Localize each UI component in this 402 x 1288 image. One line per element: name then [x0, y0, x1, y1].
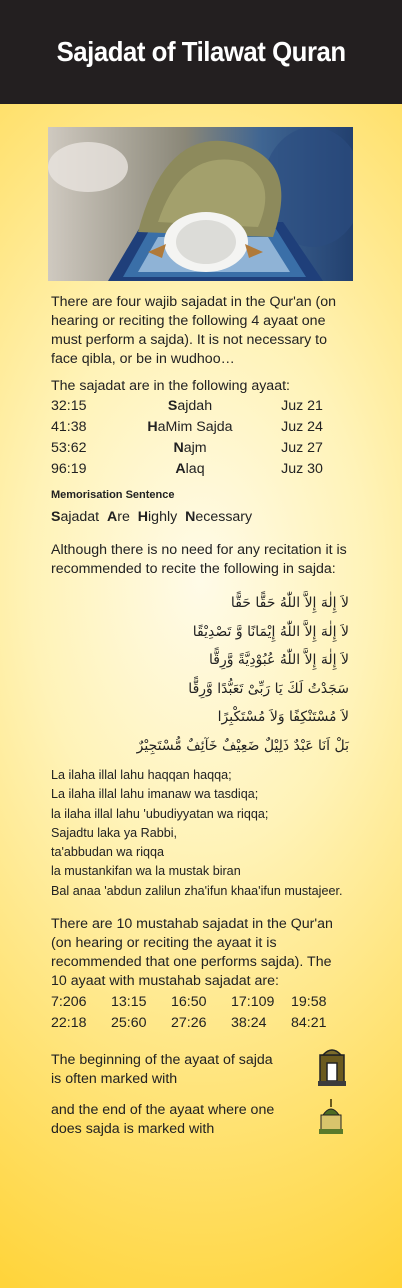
arabic-line: سَجَدْتُ لَكَ يَا رَبِّىْ تَعَبُّدًا وَّرِقًّا: [188, 680, 349, 697]
ayaat-heading: The sajadat are in the following ayaat:: [51, 378, 290, 394]
prostration-illustration: [48, 127, 353, 281]
ayah-ref: 16:50: [171, 994, 207, 1011]
ayah-ref: 17:109: [231, 994, 275, 1011]
transliteration: [51, 766, 351, 901]
ayah-ref: 84:21: [291, 1015, 327, 1032]
translit-line: Sajadtu laka ya Rabbi,: [51, 825, 178, 840]
surah-name: Alaq: [175, 461, 205, 477]
arabic-line: لاَ مُسْتَنْكِفًا وَلاَ مُسْتَكْبِرًا: [217, 709, 349, 725]
table-row: [51, 1014, 351, 1033]
translit-line: la mustankifan wa la mustak biran: [51, 864, 241, 879]
arabic-line: لاَ إِلٰهَ إِلاَّ اللّٰهُ إِيْمَانًا وَّ تَصْدِيْقًا: [192, 623, 349, 640]
end-mark-row: [51, 1099, 351, 1141]
ayah-ref: 96:19: [51, 461, 87, 477]
recite-paragraph: Although there is no need for any recitation it is recommended to recite the following in sajda:: [51, 542, 347, 577]
ayah-ref: 13:15: [111, 994, 147, 1011]
table-row: [51, 438, 351, 459]
table-row: [51, 396, 351, 417]
ayah-ref: 25:60: [111, 1015, 147, 1032]
juz-number: Juz 21: [281, 398, 323, 414]
ayah-ref: 27:26: [171, 1015, 207, 1032]
ayah-ref: 22:18: [51, 1015, 87, 1032]
surah-name: Sajdah: [167, 398, 213, 414]
ayah-ref: 53:62: [51, 440, 87, 456]
juz-number: Juz 30: [281, 461, 323, 477]
begin-mark-row: [51, 1047, 351, 1093]
translit-line: la ilaha illal lahu 'ubudiyyatan wa riqqa;: [51, 806, 269, 821]
main-content: [51, 293, 351, 1141]
page-title: Sajadat of Tilawat Quran: [56, 36, 346, 67]
translit-line: La ilaha illal lahu imanaw wa tasdiqa;: [51, 787, 259, 802]
juz-number: Juz 27: [281, 440, 323, 456]
ayah-ref: 19:58: [291, 994, 327, 1011]
ayah-ref: 38:24: [231, 1015, 267, 1032]
translit-line: Bal anaa 'abdun zalilun zha'ifun khaa'ifun mustajeer.: [51, 883, 343, 898]
surah-name: Najm: [173, 440, 207, 456]
table-row: [51, 417, 351, 438]
arabic-line: بَلْ اَنَا عَبْدٌ ذَلِيْلٌ ضَعِيْفٌ خَآئِفٌ مُّسْتَجِيْرٌ: [136, 737, 349, 754]
arabic-dua: [51, 589, 351, 760]
ayah-ref: 41:38: [51, 419, 87, 435]
table-row: [51, 459, 351, 480]
translit-line: ta'abbudan wa riqqa: [51, 845, 165, 860]
juz-number: Juz 24: [281, 419, 323, 435]
table-row: [51, 993, 351, 1012]
intro-paragraph: There are four wajib sajadat in the Qur'an (on hearing or reciting the following 4 ayaat one must perform a sajda). It is not necessary to face qibla, or be in wudhoo…: [51, 294, 337, 367]
surah-name: HaMim Sajda: [147, 419, 233, 435]
memo-title: Memorisation Sentence: [51, 489, 175, 501]
arabic-line: لاَ إِلٰهَ إِلاَّ اللّٰهُ حَقًّا حَقًّا: [230, 595, 349, 611]
mustahab-paragraph: There are 10 mustahab sajadat in the Qur'an (on hearing or reciting the ayaat it is recommended that one performs sajda). The 10 ayaat with mustahab sajadat are:: [51, 916, 333, 990]
arabic-line: لاَ إِلٰهَ إِلاَّ اللّٰهُ عُبُوْدِيَّةً وَّرِقًّا: [209, 652, 349, 668]
ayah-ref: 32:15: [51, 398, 87, 414]
ayah-ref: 7:206: [51, 994, 87, 1011]
mustahab-table: [51, 993, 351, 1033]
end-mark-text: and the end of the ayaat where one does sajda is marked with: [51, 1102, 275, 1138]
begin-mark-text: The beginning of the ayaat of sajda is often marked with: [51, 1052, 273, 1088]
wajib-table: [51, 396, 351, 480]
mosque-gate-icon: [317, 1047, 351, 1093]
mosque-dome-icon: [317, 1099, 351, 1141]
title-banner: [0, 0, 402, 104]
prostration-photo: [48, 127, 353, 281]
memo-sentence: Sajadat Are Highly Necessary: [51, 509, 253, 525]
translit-line: La ilaha illal lahu haqqan haqqa;: [51, 768, 232, 782]
